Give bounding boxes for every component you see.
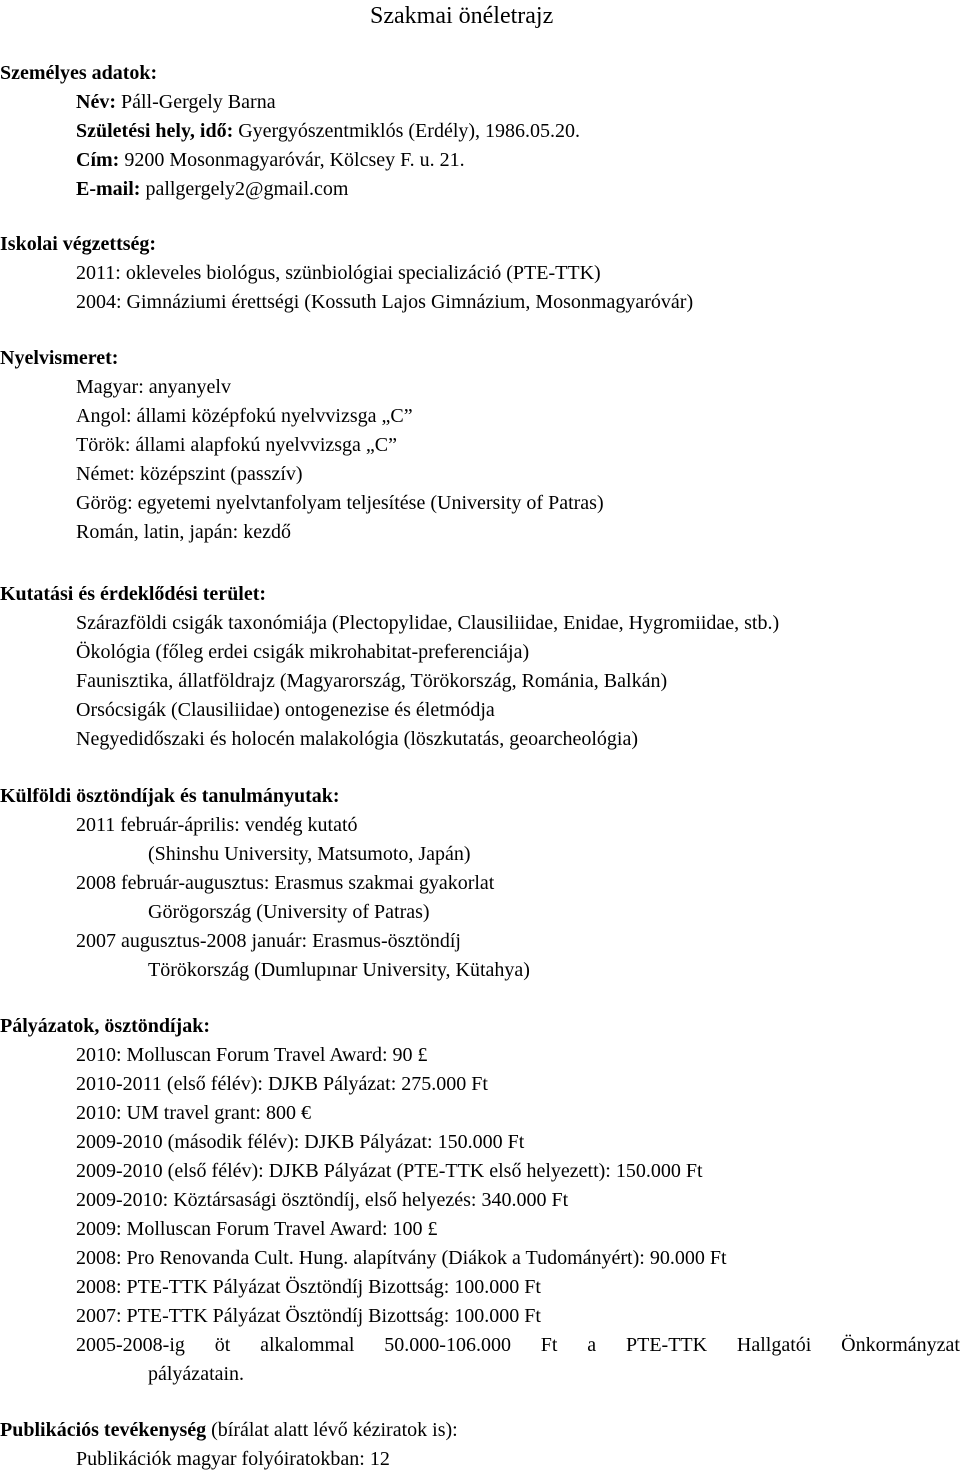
email-value: pallgergely2@gmail.com (140, 178, 349, 200)
language-item: Német: középszint (passzív) (76, 463, 303, 485)
research-item: Ökológia (főleg erdei csigák mikrohabitat-preferenciája) (76, 641, 530, 663)
publications-heading-title: Publikációs tevékenység (0, 1419, 207, 1441)
grant-item: 2009: Molluscan Forum Travel Award: 100 £ (76, 1218, 438, 1240)
personal-heading: Személyes adatok: (0, 62, 158, 84)
abroad-heading: Külföldi ösztöndíjak és tanulmányutak: (0, 785, 340, 807)
grant-item: 2010: Molluscan Forum Travel Award: 90 £ (76, 1044, 428, 1066)
language-item: Görög: egyetemi nyelvtanfolyam teljesítése (University of Patras) (76, 492, 604, 514)
research-item: Szárazföldi csigák taxonómiája (Plectopylidae, Clausiliidae, Enidae, Hygromiidae, stb.) (76, 612, 780, 634)
languages-heading: Nyelvismeret: (0, 347, 119, 369)
grant-item: 2010-2011 (első félév): DJKB Pályázat: 275.000 Ft (76, 1073, 488, 1095)
name-value: Páll-Gergely Barna (115, 91, 276, 113)
grant-item: 2008: Pro Renovanda Cult. Hung. alapítvány (Diákok a Tudományért): 90.000 Ft (76, 1247, 727, 1269)
education-section (0, 230, 960, 317)
abroad-item-detail: Törökország (Dumlupınar University, Kütahya) (148, 959, 530, 981)
email-label: E-mail: (76, 178, 141, 200)
abroad-item: 2011 február-április: vendég kutató (76, 814, 358, 836)
birth-value: Gyergyószentmiklós (Erdély), 1986.05.20. (233, 120, 581, 142)
address-value: 9200 Mosonmagyaróvár, Kölcsey F. u. 21. (119, 149, 465, 171)
birth-label: Születési hely, idő: (76, 120, 234, 142)
abroad-item: 2008 február-augusztus: Erasmus szakmai gyakorlat (76, 872, 495, 894)
abroad-section (0, 782, 960, 985)
grant-item: 2007: PTE-TTK Pályázat Ösztöndíj Bizottság: 100.000 Ft (76, 1305, 541, 1327)
name-label: Név: (76, 91, 116, 113)
grant-item-continuation: pályázatain. (148, 1363, 245, 1385)
email-row (0, 175, 960, 204)
publication-item: Publikációk magyar folyóiratokban: 12 (76, 1448, 390, 1470)
language-item: Román, latin, japán: kezdő (76, 521, 291, 543)
education-item: 2011: okleveles biológus, szünbiológiai specializáció (PTE-TTK) (76, 262, 601, 284)
grant-item: 2010: UM travel grant: 800 € (76, 1102, 311, 1124)
languages-section (0, 344, 960, 547)
grant-item-multiline: 2005-2008-ig öt alkalommal 50.000-106.000 Ft a PTE-TTK Hallgatói Önkormányzat (76, 1334, 960, 1356)
publications-heading-note: (bírálat alatt lévő kéziratok is): (206, 1419, 458, 1441)
research-item: Faunisztika, állatföldrajz (Magyarország, Törökország, Románia, Balkán) (76, 670, 668, 692)
education-item: 2004: Gimnáziumi érettségi (Kossuth Lajos Gimnázium, Mosonmagyaróvár) (76, 291, 694, 313)
language-item: Magyar: anyanyelv (76, 376, 231, 398)
research-heading: Kutatási és érdeklődési terület: (0, 583, 267, 605)
education-heading: Iskolai végzettség: (0, 233, 157, 255)
document-title: Szakmai önéletrajz (370, 3, 554, 29)
grant-item: 2009-2010: Köztársasági ösztöndíj, első helyezés: 340.000 Ft (76, 1189, 569, 1211)
name-row (0, 88, 960, 117)
abroad-item: 2007 augusztus-2008 január: Erasmus-ösztöndíj (76, 930, 461, 952)
publications-heading (0, 1416, 960, 1445)
grant-item: 2009-2010 (második félév): DJKB Pályázat: 150.000 Ft (76, 1131, 525, 1153)
publications-section (0, 1416, 960, 1474)
address-row (0, 146, 960, 175)
abroad-item-detail: (Shinshu University, Matsumoto, Japán) (148, 843, 471, 865)
language-item: Török: állami alapfokú nyelvvizsga „C” (76, 434, 398, 456)
research-item: Negyedidőszaki és holocén malakológia (löszkutatás, geoarcheológia) (76, 728, 639, 750)
grant-item: 2008: PTE-TTK Pályázat Ösztöndíj Bizottság: 100.000 Ft (76, 1276, 541, 1298)
grant-item: 2009-2010 (első félév): DJKB Pályázat (PTE-TTK első helyezett): 150.000 Ft (76, 1160, 703, 1182)
grants-section (0, 1012, 960, 1389)
birth-row (0, 117, 960, 146)
personal-section (0, 59, 960, 204)
abroad-item-detail: Görögország (University of Patras) (148, 901, 430, 923)
language-item: Angol: állami középfokú nyelvvizsga „C” (76, 405, 413, 427)
research-item: Orsócsigák (Clausiliidae) ontogenezise és életmódja (76, 699, 495, 721)
grants-heading: Pályázatok, ösztöndíjak: (0, 1015, 210, 1037)
research-section (0, 580, 960, 754)
address-label: Cím: (76, 149, 120, 171)
